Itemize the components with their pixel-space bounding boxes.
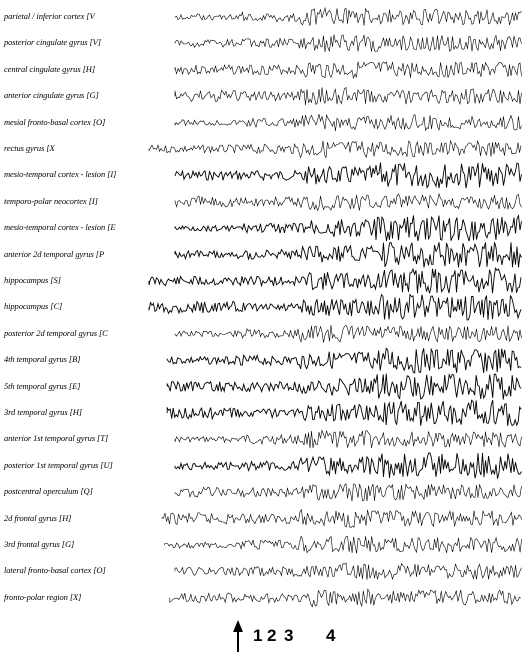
channel-label: 3rd frontal gyrus [G] — [4, 539, 75, 549]
channel-label: 2d frontal gyrus [H] — [4, 512, 72, 523]
marker-2: 2 — [267, 626, 277, 645]
channel-label: lateral fronto-basal cortex [O] — [4, 565, 106, 576]
channel-label: 5th temporal gyrus [E] — [4, 380, 81, 391]
channel-label: mesial fronto-basal cortex [O] — [4, 116, 106, 127]
channel-label: fronto-polar region [X] — [4, 591, 82, 602]
marker-4: 4 — [326, 626, 336, 645]
channel-label: central cingulate gyrus [H] — [4, 63, 96, 74]
channel-label: parietal / inferior cortex [V — [4, 11, 95, 21]
marker-1: 1 — [253, 626, 263, 645]
channel-label: postcentral operculum [Q] — [4, 486, 93, 497]
channel-label: hippocampus [C] — [4, 301, 63, 312]
marker-3: 3 — [284, 626, 294, 645]
channel-label: mesio-temporal cortex - lesion [I] — [4, 169, 117, 180]
channel-label: posterior cingulate gyrus [V] — [4, 37, 101, 48]
channel-label: hippocampus [S] — [4, 275, 61, 285]
channel-label: posterior 1st temporal gyrus [U] — [4, 459, 113, 470]
channel-label: anterior cingulate gyrus [G] — [4, 90, 99, 101]
channel-label: temporo-polar neocortex [I] — [4, 195, 98, 206]
channel-label: anterior 2d temporal gyrus [P — [4, 248, 105, 259]
channel-label: anterior 1st temporal gyrus [T] — [4, 433, 109, 444]
channel-label: 4th temporal gyrus [B] — [4, 354, 81, 365]
channel-label: posterior 2d temporal gyrus [C — [4, 327, 108, 338]
channel-label: 3rd temporal gyrus [H] — [4, 407, 83, 417]
channel-label: rectus gyrus [X — [4, 143, 55, 153]
channel-label: mesio-temporal cortex - lesion [E — [4, 222, 116, 233]
